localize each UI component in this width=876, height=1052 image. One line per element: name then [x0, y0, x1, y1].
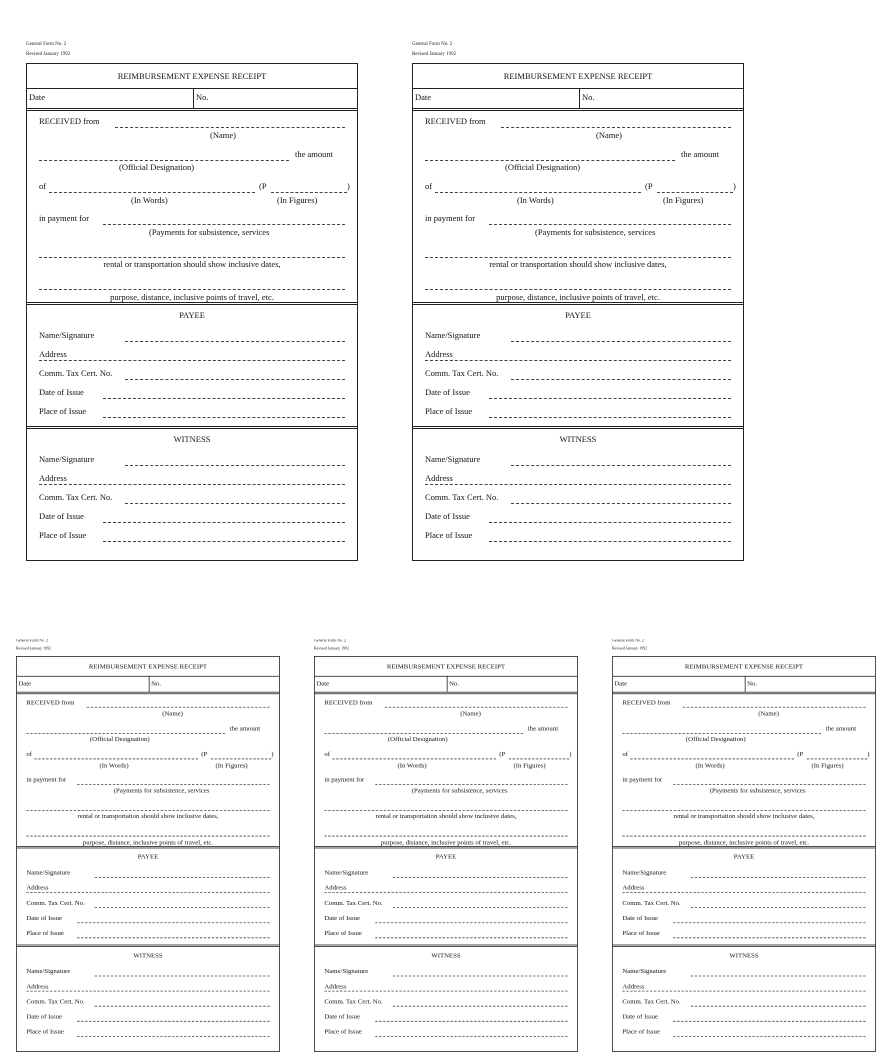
p-label: (P [259, 181, 267, 191]
witness-place-of-issue-line[interactable] [673, 1036, 865, 1037]
payee-date-of-issue-line[interactable] [673, 922, 865, 923]
payee-place-of-issue-line[interactable] [489, 417, 731, 418]
name-line[interactable] [683, 707, 866, 708]
purpose-caption: purpose, distance, inclusive points of travel, etc. [496, 292, 660, 302]
purpose-caption: purpose, distance, inclusive points of travel, etc. [82, 838, 214, 847]
witness-place-of-issue-line[interactable] [77, 1036, 269, 1037]
divider [315, 692, 577, 694]
the-amount-label: the amount [681, 149, 720, 159]
of-label: of [622, 749, 628, 758]
official-designation-caption: (Official Designation) [387, 734, 448, 743]
the-amount-label: the amount [527, 724, 559, 733]
payee-heading: PAYEE [179, 310, 205, 320]
witness-address-label: Address [622, 981, 645, 990]
witness-heading: WITNESS [431, 950, 461, 959]
in-payment-for-label: in payment for [324, 775, 365, 784]
divider [315, 846, 577, 848]
payment-line[interactable] [489, 224, 731, 225]
receipt-box [412, 63, 744, 561]
name-line[interactable] [501, 127, 731, 128]
divider [447, 676, 448, 692]
form-title: REIMBURSEMENT EXPENSE RECEIPT [88, 662, 208, 671]
in-payment-for-label: in payment for [425, 213, 476, 223]
form-revised: Revised January 1992 [612, 647, 648, 652]
rental-caption: rental or transportation should show inclusive dates, [375, 811, 517, 820]
receipt-box [314, 656, 578, 1052]
payee-name-signature-line[interactable] [691, 877, 866, 878]
divider [613, 945, 875, 947]
close-paren: ) [271, 749, 274, 758]
p-label: (P [499, 749, 506, 758]
payee-comm-tax-label: Comm. Tax Cert. No. [324, 898, 383, 907]
close-paren: ) [347, 181, 350, 191]
payee-name-signature-line[interactable] [95, 877, 270, 878]
receipt-box [16, 656, 280, 1052]
amount-words-line[interactable] [435, 192, 641, 193]
name-caption: (Name) [162, 709, 183, 718]
amount-words-line[interactable] [332, 759, 496, 760]
amount-figures-line[interactable] [211, 759, 271, 760]
witness-place-of-issue-label: Place of Issue [39, 530, 87, 540]
the-amount-label: the amount [229, 724, 261, 733]
payee-address-label: Address [39, 349, 67, 359]
witness-comm-tax-line[interactable] [691, 1006, 866, 1007]
amount-words-line[interactable] [630, 759, 794, 760]
in-figures-caption: (In Figures) [215, 760, 248, 769]
witness-place-of-issue-label: Place of Issue [26, 1027, 64, 1036]
payee-date-of-issue-label: Date of Issue [622, 913, 658, 922]
witness-date-of-issue-label: Date of Issue [622, 1012, 658, 1021]
form-title: REIMBURSEMENT EXPENSE RECEIPT [117, 71, 267, 81]
payee-date-of-issue-label: Date of Issue [26, 913, 62, 922]
payee-place-of-issue-label: Place of Issue [26, 928, 64, 937]
payee-comm-tax-line[interactable] [125, 379, 345, 380]
payment-line[interactable] [103, 224, 345, 225]
witness-date-of-issue-line[interactable] [673, 1021, 865, 1022]
name-line[interactable] [115, 127, 345, 128]
form-revised: Revised January 1992 [26, 52, 71, 57]
payment-line-3[interactable] [26, 836, 269, 837]
witness-date-of-issue-line[interactable] [375, 1021, 567, 1022]
close-paren: ) [733, 181, 736, 191]
name-caption: (Name) [758, 709, 779, 718]
payment-line[interactable] [375, 784, 567, 785]
form-revised: Revised January 1992 [412, 52, 457, 57]
payment-line[interactable] [77, 784, 269, 785]
amount-words-line[interactable] [49, 192, 255, 193]
witness-name-signature-label: Name/Signature [39, 454, 95, 464]
divider [17, 945, 279, 947]
received-from-label: RECEIVED from [324, 698, 373, 707]
no-label: No. [747, 679, 758, 688]
payee-place-of-issue-line[interactable] [375, 937, 567, 938]
witness-address-label: Address [26, 981, 49, 990]
p-label: (P [645, 181, 653, 191]
payee-name-signature-label: Name/Signature [425, 330, 481, 340]
payee-comm-tax-line[interactable] [691, 907, 866, 908]
witness-date-of-issue-label: Date of Issue [39, 511, 84, 521]
official-designation-caption: (Official Designation) [89, 734, 150, 743]
in-figures-caption: (In Figures) [277, 195, 318, 205]
witness-comm-tax-line[interactable] [393, 1006, 568, 1007]
name-line[interactable] [87, 707, 270, 708]
payee-comm-tax-label: Comm. Tax Cert. No. [26, 898, 85, 907]
rental-caption: rental or transportation should show inclusive dates, [103, 259, 281, 269]
payee-place-of-issue-label: Place of Issue [324, 928, 362, 937]
witness-date-of-issue-line[interactable] [103, 522, 345, 523]
payments-caption: (Payments for subsistence, services [411, 786, 508, 795]
divider [193, 88, 194, 108]
form-code: General Form No. 2 [16, 639, 49, 644]
no-label: No. [449, 679, 460, 688]
payee-comm-tax-line[interactable] [95, 907, 270, 908]
payee-name-signature-line[interactable] [125, 341, 345, 342]
form-code: General Form No. 2 [412, 42, 453, 47]
official-designation-caption: (Official Designation) [505, 162, 581, 172]
witness-comm-tax-label: Comm. Tax Cert. No. [39, 492, 113, 502]
receipt-box [26, 63, 358, 561]
payee-address-line[interactable] [622, 892, 865, 893]
divider [17, 846, 279, 848]
in-words-caption: (In Words) [131, 195, 168, 205]
received-from-label: RECEIVED from [622, 698, 671, 707]
form-code: General Form No. 2 [612, 639, 645, 644]
form-title: REIMBURSEMENT EXPENSE RECEIPT [386, 662, 506, 671]
payee-date-of-issue-line[interactable] [489, 398, 731, 399]
payee-date-of-issue-label: Date of Issue [324, 913, 360, 922]
payee-date-of-issue-line[interactable] [375, 922, 567, 923]
payee-comm-tax-line[interactable] [511, 379, 731, 380]
divider [613, 846, 875, 848]
payee-date-of-issue-label: Date of Issue [39, 387, 84, 397]
payee-heading: PAYEE [565, 310, 591, 320]
witness-date-of-issue-label: Date of Issue [425, 511, 470, 521]
date-label: Date [18, 679, 32, 688]
payee-date-of-issue-line[interactable] [77, 922, 269, 923]
witness-date-of-issue-label: Date of Issue [324, 1012, 360, 1021]
witness-name-signature-line[interactable] [511, 465, 731, 466]
payee-comm-tax-label: Comm. Tax Cert. No. [39, 368, 113, 378]
no-label: No. [151, 679, 162, 688]
divider [27, 302, 357, 305]
witness-place-of-issue-label: Place of Issue [324, 1027, 362, 1036]
witness-comm-tax-label: Comm. Tax Cert. No. [324, 997, 383, 1006]
divider [27, 108, 357, 111]
designation-line[interactable] [425, 160, 675, 161]
payee-place-of-issue-line[interactable] [77, 937, 269, 938]
name-line[interactable] [385, 707, 568, 708]
witness-name-signature-label: Name/Signature [425, 454, 481, 464]
received-from-label: RECEIVED from [39, 116, 100, 126]
payee-heading: PAYEE [733, 852, 755, 861]
payee-date-of-issue-label: Date of Issue [425, 387, 470, 397]
no-label: No. [196, 92, 209, 102]
witness-address-label: Address [39, 473, 67, 483]
in-figures-caption: (In Figures) [811, 760, 844, 769]
date-label: Date [614, 679, 628, 688]
payee-name-signature-line[interactable] [511, 341, 731, 342]
the-amount-label: the amount [295, 149, 334, 159]
the-amount-label: the amount [825, 724, 857, 733]
witness-address-line[interactable] [622, 991, 865, 992]
witness-heading: WITNESS [559, 434, 597, 444]
divider [413, 302, 743, 305]
divider [413, 88, 743, 89]
payments-caption: (Payments for subsistence, services [535, 227, 656, 237]
witness-place-of-issue-line[interactable] [103, 541, 345, 542]
divider [315, 945, 577, 947]
in-figures-caption: (In Figures) [513, 760, 546, 769]
received-from-label: RECEIVED from [26, 698, 75, 707]
of-label: of [39, 181, 47, 191]
in-payment-for-label: in payment for [622, 775, 663, 784]
close-paren: ) [867, 749, 870, 758]
witness-comm-tax-label: Comm. Tax Cert. No. [26, 997, 85, 1006]
payee-address-line[interactable] [39, 360, 345, 361]
purpose-caption: purpose, distance, inclusive points of travel, etc. [678, 838, 810, 847]
payee-place-of-issue-line[interactable] [103, 417, 345, 418]
in-payment-for-label: in payment for [39, 213, 90, 223]
witness-name-signature-label: Name/Signature [622, 966, 667, 975]
payee-address-label: Address [26, 883, 49, 892]
payee-comm-tax-label: Comm. Tax Cert. No. [622, 898, 681, 907]
rental-caption: rental or transportation should show inclusive dates, [673, 811, 815, 820]
payee-address-label: Address [425, 349, 453, 359]
amount-figures-line[interactable] [657, 192, 733, 193]
payee-place-of-issue-line[interactable] [673, 937, 865, 938]
witness-heading: WITNESS [133, 950, 163, 959]
payee-name-signature-label: Name/Signature [324, 868, 369, 877]
witness-address-line[interactable] [324, 991, 567, 992]
payee-name-signature-label: Name/Signature [26, 868, 71, 877]
witness-place-of-issue-line[interactable] [489, 541, 731, 542]
form-code: General Form No. 2 [26, 42, 67, 47]
payee-place-of-issue-label: Place of Issue [39, 406, 87, 416]
payee-name-signature-line[interactable] [393, 877, 568, 878]
divider [413, 426, 743, 429]
witness-address-label: Address [324, 981, 347, 990]
rental-caption: rental or transportation should show inclusive dates, [489, 259, 667, 269]
witness-comm-tax-line[interactable] [125, 503, 345, 504]
payee-address-label: Address [324, 883, 347, 892]
date-label: Date [29, 92, 46, 102]
of-label: of [425, 181, 433, 191]
payment-line-3[interactable] [324, 836, 567, 837]
witness-comm-tax-line[interactable] [511, 503, 731, 504]
official-designation-caption: (Official Designation) [119, 162, 195, 172]
in-words-caption: (In Words) [517, 195, 554, 205]
p-label: (P [201, 749, 208, 758]
form-revised: Revised January 1992 [314, 647, 350, 652]
name-caption: (Name) [210, 130, 236, 140]
witness-place-of-issue-label: Place of Issue [425, 530, 473, 540]
payee-date-of-issue-line[interactable] [103, 398, 345, 399]
amount-words-line[interactable] [34, 759, 198, 760]
name-caption: (Name) [460, 709, 481, 718]
payment-line[interactable] [673, 784, 865, 785]
witness-name-signature-line[interactable] [691, 976, 866, 977]
form-code: General Form No. 2 [314, 639, 347, 644]
divider [613, 692, 875, 694]
in-figures-caption: (In Figures) [663, 195, 704, 205]
witness-place-of-issue-label: Place of Issue [622, 1027, 660, 1036]
form-title: REIMBURSEMENT EXPENSE RECEIPT [684, 662, 804, 671]
payee-address-line[interactable] [425, 360, 731, 361]
witness-address-line[interactable] [39, 484, 345, 485]
witness-name-signature-line[interactable] [125, 465, 345, 466]
received-from-label: RECEIVED from [425, 116, 486, 126]
divider [27, 426, 357, 429]
payee-address-label: Address [622, 883, 645, 892]
payee-name-signature-label: Name/Signature [39, 330, 95, 340]
payee-place-of-issue-label: Place of Issue [425, 406, 473, 416]
no-label: No. [582, 92, 595, 102]
payee-heading: PAYEE [435, 852, 457, 861]
payee-comm-tax-line[interactable] [393, 907, 568, 908]
witness-name-signature-line[interactable] [95, 976, 270, 977]
witness-date-of-issue-label: Date of Issue [26, 1012, 62, 1021]
designation-line[interactable] [39, 160, 289, 161]
form-title: REIMBURSEMENT EXPENSE RECEIPT [503, 71, 653, 81]
witness-comm-tax-label: Comm. Tax Cert. No. [425, 492, 499, 502]
of-label: of [324, 749, 330, 758]
witness-heading: WITNESS [729, 950, 759, 959]
payee-heading: PAYEE [137, 852, 159, 861]
amount-figures-line[interactable] [509, 759, 569, 760]
in-words-caption: (In Words) [397, 760, 427, 769]
amount-figures-line[interactable] [271, 192, 347, 193]
payee-address-line[interactable] [324, 892, 567, 893]
witness-address-line[interactable] [425, 484, 731, 485]
name-caption: (Name) [596, 130, 622, 140]
payments-caption: (Payments for subsistence, services [149, 227, 270, 237]
in-words-caption: (In Words) [695, 760, 725, 769]
witness-date-of-issue-line[interactable] [77, 1021, 269, 1022]
in-words-caption: (In Words) [99, 760, 129, 769]
payment-line-3[interactable] [39, 289, 345, 290]
date-label: Date [415, 92, 432, 102]
of-label: of [26, 749, 32, 758]
date-label: Date [316, 679, 330, 688]
divider [745, 676, 746, 692]
payments-caption: (Payments for subsistence, services [709, 786, 806, 795]
witness-place-of-issue-line[interactable] [375, 1036, 567, 1037]
witness-address-label: Address [425, 473, 453, 483]
witness-comm-tax-line[interactable] [95, 1006, 270, 1007]
payment-line-2[interactable] [39, 257, 345, 258]
payee-name-signature-label: Name/Signature [622, 868, 667, 877]
close-paren: ) [569, 749, 572, 758]
rental-caption: rental or transportation should show inclusive dates, [77, 811, 219, 820]
payee-place-of-issue-label: Place of Issue [622, 928, 660, 937]
payment-line-3[interactable] [622, 836, 865, 837]
witness-address-line[interactable] [26, 991, 269, 992]
purpose-caption: purpose, distance, inclusive points of travel, etc. [380, 838, 512, 847]
witness-heading: WITNESS [173, 434, 211, 444]
witness-name-signature-label: Name/Signature [26, 966, 71, 975]
payment-line-2[interactable] [425, 257, 731, 258]
payment-line-3[interactable] [425, 289, 731, 290]
witness-name-signature-label: Name/Signature [324, 966, 369, 975]
receipt-box [612, 656, 876, 1052]
p-label: (P [797, 749, 804, 758]
witness-date-of-issue-line[interactable] [489, 522, 731, 523]
divider [149, 676, 150, 692]
witness-name-signature-line[interactable] [393, 976, 568, 977]
payments-caption: (Payments for subsistence, services [113, 786, 210, 795]
payee-address-line[interactable] [26, 892, 269, 893]
divider [579, 88, 580, 108]
divider [413, 108, 743, 111]
payee-comm-tax-label: Comm. Tax Cert. No. [425, 368, 499, 378]
purpose-caption: purpose, distance, inclusive points of travel, etc. [110, 292, 274, 302]
witness-comm-tax-label: Comm. Tax Cert. No. [622, 997, 681, 1006]
divider [27, 88, 357, 89]
official-designation-caption: (Official Designation) [685, 734, 746, 743]
in-payment-for-label: in payment for [26, 775, 67, 784]
form-revised: Revised January 1992 [16, 647, 52, 652]
divider [17, 692, 279, 694]
amount-figures-line[interactable] [807, 759, 867, 760]
